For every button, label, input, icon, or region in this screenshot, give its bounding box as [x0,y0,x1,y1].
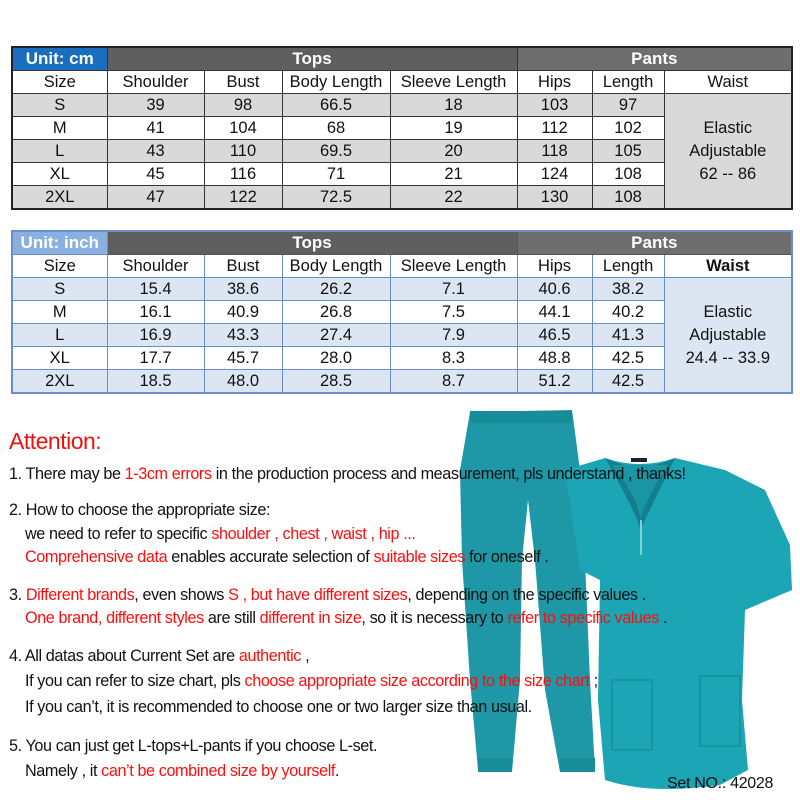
set-number: Set NO.: 42028 [667,775,774,792]
cell-bust: 43.3 [204,324,282,347]
note-text: 1. There may be [9,465,125,483]
cell-shoulder: 47 [107,186,204,210]
tops-group-header: Tops [107,231,517,255]
cell-size: 2XL [12,370,107,394]
note-text: enables accurate selection of [167,548,374,566]
cell-hips: 44.1 [517,301,592,324]
size-table-inch [11,230,793,394]
note-highlight: choose appropriate size according to the size chart [244,672,590,690]
cell-bust: 98 [204,94,282,117]
note-5-line-1: 5. You can just get L-tops+L-pants if you choose L-set. [9,737,378,755]
note-4-line-2 [25,672,598,691]
size-table-cm [11,46,793,210]
cell-shoulder: 39 [107,94,204,117]
note-highlight: suitable sizes [373,548,466,566]
col-header-waist: Waist [664,71,792,94]
cell-hips: 40.6 [517,278,592,301]
note-text: in the production process and measurement, pls understand , thanks! [211,465,686,483]
cell-body-length: 27.4 [282,324,390,347]
note-text: If you can refer to size chart, pls [25,672,245,690]
cell-hips: 46.5 [517,324,592,347]
note-1 [9,465,686,484]
cell-length: 105 [592,140,664,163]
note-text: we need to refer to specific [25,525,212,543]
note-highlight: 1-3cm errors [124,465,212,483]
unit-label: Unit: inch [12,231,107,255]
cell-shoulder: 41 [107,117,204,140]
cell-size: S [12,278,107,301]
note-5-line-2 [25,762,339,781]
cell-sleeve-length: 22 [390,186,517,210]
cell-length: 38.2 [592,278,664,301]
cell-body-length: 28.5 [282,370,390,394]
col-header-bust: Bust [204,255,282,278]
cell-sleeve-length: 20 [390,140,517,163]
cell-length: 102 [592,117,664,140]
cell-sleeve-length: 19 [390,117,517,140]
cell-bust: 38.6 [204,278,282,301]
cell-size: M [12,301,107,324]
note-highlight: S , but have different sizes [228,586,408,604]
note-highlight: Comprehensive data [25,548,168,566]
cell-size: 2XL [12,186,107,210]
note-text: 3. [9,586,26,604]
note-highlight: shoulder , chest , waist , hip ... [211,525,416,543]
col-header-hips: Hips [517,71,592,94]
cell-sleeve-length: 7.9 [390,324,517,347]
cell-hips: 112 [517,117,592,140]
attention-title: Attention: [9,428,102,454]
table-row [12,278,792,301]
cell-body-length: 26.2 [282,278,390,301]
note-text: , even shows [134,586,229,604]
cell-shoulder: 43 [107,140,204,163]
col-header-hips: Hips [517,255,592,278]
note-text: , [300,647,310,665]
pants-group-header: Pants [517,231,792,255]
col-header-shoulder: Shoulder [107,71,204,94]
col-header-length: Length [592,71,664,94]
cell-length: 97 [592,94,664,117]
cell-waist [664,94,792,210]
cell-sleeve-length: 8.3 [390,347,517,370]
note-highlight: authentic [238,647,301,665]
cell-body-length: 69.5 [282,140,390,163]
cell-bust: 104 [204,117,282,140]
col-header-length: Length [592,255,664,278]
note-text: ; [589,672,598,690]
col-header-waist: Waist [664,255,792,278]
cell-length: 42.5 [592,347,664,370]
cell-bust: 116 [204,163,282,186]
cell-body-length: 68 [282,117,390,140]
cell-bust: 110 [204,140,282,163]
cell-hips: 51.2 [517,370,592,394]
note-4-line-1 [9,647,309,666]
col-header-sleeve-length: Sleeve Length [390,255,517,278]
cell-size: XL [12,347,107,370]
col-header-bust: Bust [204,71,282,94]
cell-bust: 122 [204,186,282,210]
note-highlight: Different brands [25,586,135,604]
cell-bust: 48.0 [204,370,282,394]
col-header-body-length: Body Length [282,255,390,278]
table-row [12,94,792,117]
note-3-line-1 [9,586,646,605]
note-highlight: refer to specific values [507,609,659,627]
cell-body-length: 72.5 [282,186,390,210]
col-header-size: Size [12,71,107,94]
note-text: . [335,762,340,780]
cell-shoulder: 15.4 [107,278,204,301]
cell-size: S [12,94,107,117]
tops-group-header: Tops [107,47,517,71]
note-text: 4. All datas about Current Set are [9,647,239,665]
note-2-line-1 [25,525,416,544]
cell-body-length: 28.0 [282,347,390,370]
cell-body-length: 71 [282,163,390,186]
cell-shoulder: 16.1 [107,301,204,324]
cell-shoulder: 18.5 [107,370,204,394]
cell-sleeve-length: 7.1 [390,278,517,301]
brand-label [631,458,647,462]
note-highlight: One brand, different styles [25,609,204,627]
cell-bust: 40.9 [204,301,282,324]
col-header-body-length: Body Length [282,71,390,94]
cell-size: L [12,324,107,347]
cell-shoulder: 17.7 [107,347,204,370]
col-header-shoulder: Shoulder [107,255,204,278]
pants-group-header: Pants [517,47,792,71]
note-4-line-3: If you can’t, it is recommended to choose one or two larger size than usual. [25,698,532,716]
note-highlight: can’t be combined size by yourself [101,762,335,780]
cell-length: 108 [592,186,664,210]
cell-length: 42.5 [592,370,664,394]
note-text: , depending on the specific values . [407,586,646,604]
note-2-heading: 2. How to choose the appropriate size: [9,501,271,519]
col-header-size: Size [12,255,107,278]
cell-sleeve-length: 21 [390,163,517,186]
unit-label: Unit: cm [12,47,107,71]
waist-range: 62 -- 86 [699,164,757,183]
cell-size: XL [12,163,107,186]
cell-hips: 118 [517,140,592,163]
cell-hips: 103 [517,94,592,117]
cell-hips: 130 [517,186,592,210]
cell-body-length: 66.5 [282,94,390,117]
note-highlight: different in size [259,609,362,627]
cell-body-length: 26.8 [282,301,390,324]
cell-waist [664,278,792,394]
cell-shoulder: 45 [107,163,204,186]
cell-sleeve-length: 7.5 [390,301,517,324]
waist-label: Elastic Adjustable [689,118,767,160]
cell-bust: 45.7 [204,347,282,370]
waist-label: Elastic Adjustable [689,302,767,344]
cell-sleeve-length: 18 [390,94,517,117]
cell-shoulder: 16.9 [107,324,204,347]
note-text: Namely , it [25,762,102,780]
cell-size: M [12,117,107,140]
cell-length: 41.3 [592,324,664,347]
note-text: for oneself . [465,548,549,566]
note-text: , so it is necessary to [361,609,508,627]
note-text: are still [203,609,260,627]
waist-range: 24.4 -- 33.9 [685,348,770,367]
col-header-sleeve-length: Sleeve Length [390,71,517,94]
note-3-line-2 [25,609,667,628]
note-2-line-2 [25,548,549,567]
cell-hips: 48.8 [517,347,592,370]
cell-length: 108 [592,163,664,186]
cell-hips: 124 [517,163,592,186]
cell-length: 40.2 [592,301,664,324]
cell-sleeve-length: 8.7 [390,370,517,394]
note-text: . [658,609,668,627]
cell-size: L [12,140,107,163]
